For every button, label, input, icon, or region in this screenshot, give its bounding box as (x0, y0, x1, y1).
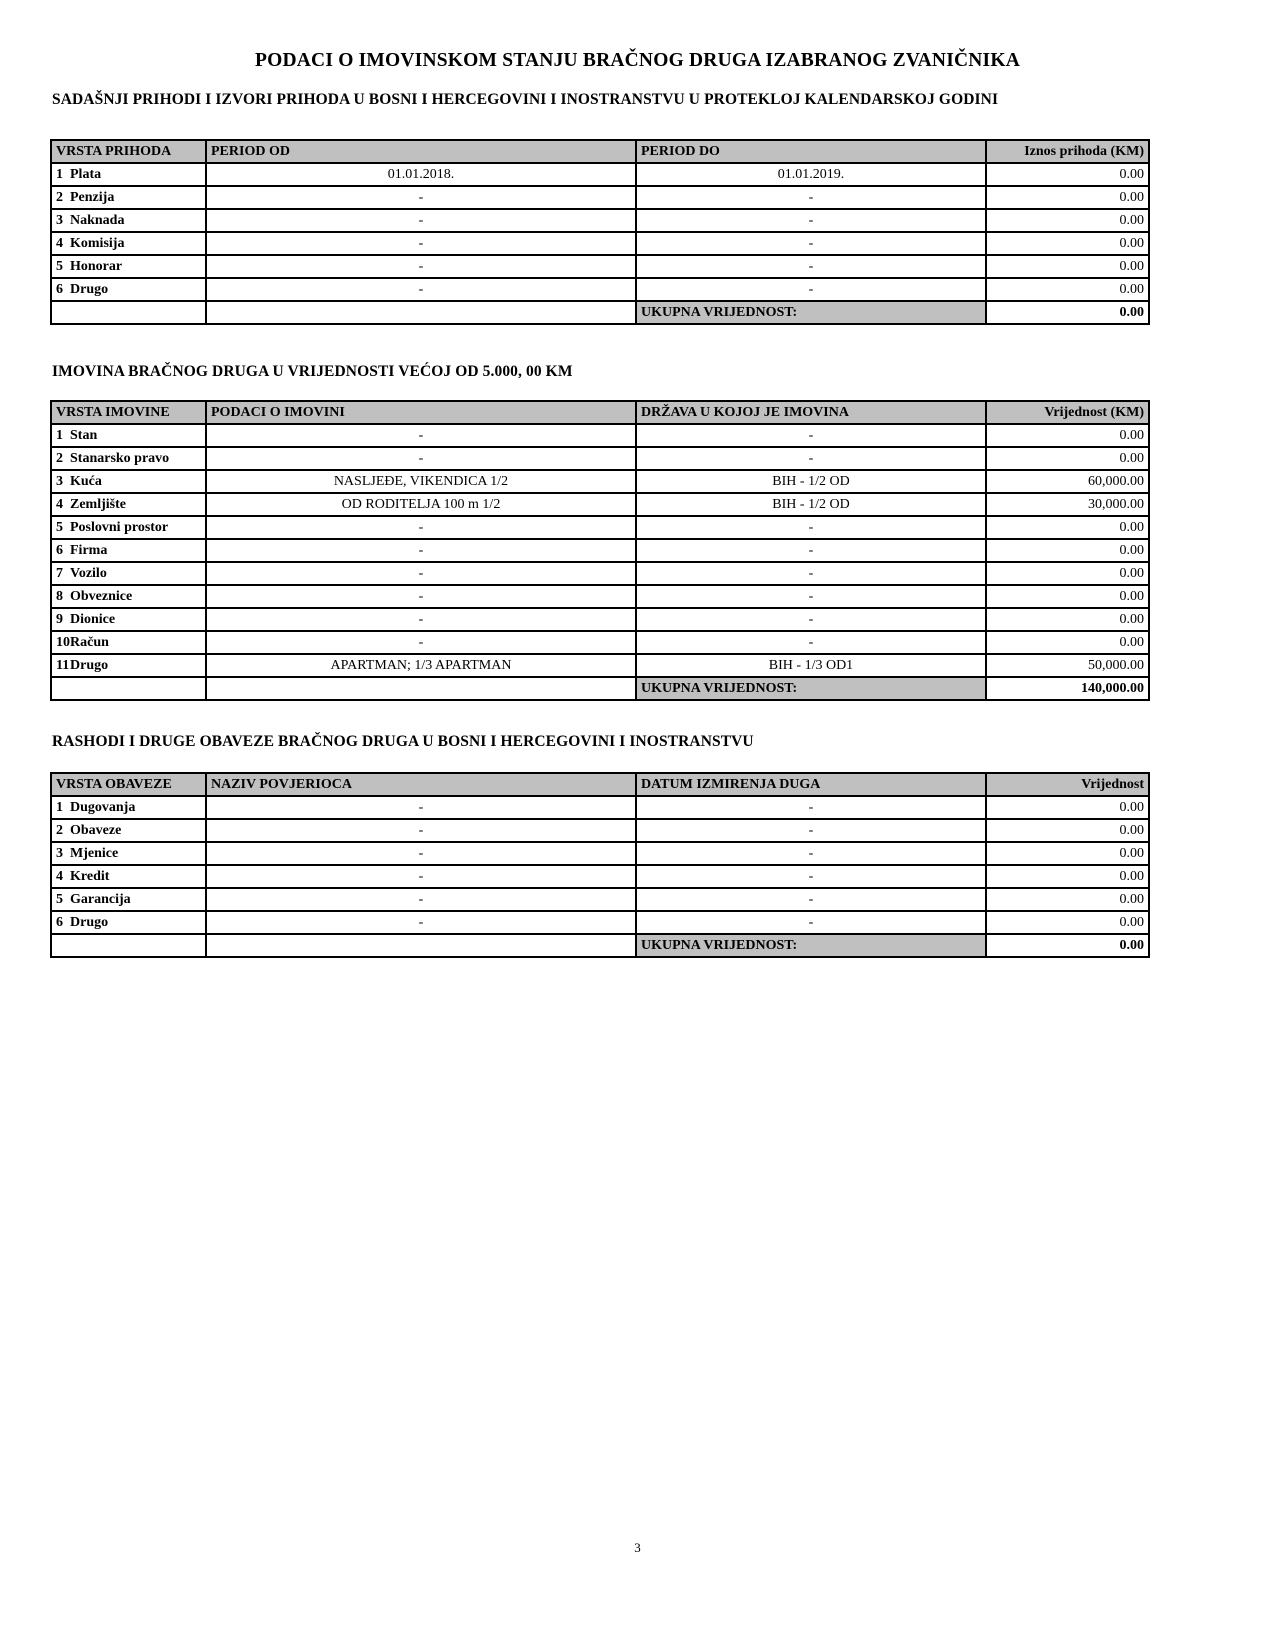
property-total-label: UKUPNA VRIJEDNOST: (636, 677, 986, 700)
income-row-label (51, 163, 206, 186)
section-heading-property: IMOVINA BRAČNOG DRUGA U VRIJEDNOSTI VEĆOJ OD 5.000, 00 KM (52, 363, 573, 380)
row-number: 2 (56, 189, 63, 205)
income-period-to: - (636, 186, 986, 209)
row-number: 3 (56, 473, 63, 489)
property-value: 0.00 (986, 539, 1149, 562)
income-row-label (51, 209, 206, 232)
column-header-income-amount: Iznos prihoda (KM) (986, 140, 1149, 163)
liability-due-date: - (636, 865, 986, 888)
row-number: 4 (56, 868, 63, 884)
spacer-cell (51, 934, 206, 957)
property-country: - (636, 516, 986, 539)
column-header-property-type: VRSTA IMOVINE (51, 401, 206, 424)
liability-value: 0.00 (986, 842, 1149, 865)
property-country: - (636, 631, 986, 654)
spacer-cell (51, 301, 206, 324)
income-table-body (51, 140, 1149, 324)
row-number: 9 (56, 611, 63, 627)
table-row (51, 608, 1149, 631)
property-details: NASLJEĐE, VIKENDICA 1/2 (206, 470, 636, 493)
table-row (51, 493, 1149, 516)
income-period-to: - (636, 255, 986, 278)
property-value: 30,000.00 (986, 493, 1149, 516)
income-table (50, 139, 1150, 325)
liability-creditor: - (206, 796, 636, 819)
income-amount: 0.00 (986, 186, 1149, 209)
property-details: APARTMAN; 1/3 APARTMAN (206, 654, 636, 677)
income-period-from: 01.01.2018. (206, 163, 636, 186)
section-heading-income: SADAŠNJI PRIHODI I IZVORI PRIHODA U BOSNI I HERCEGOVINI I INOSTRANSTVU U PROTEKLOJ KALENDARSKOJ GODINI (52, 91, 999, 108)
row-number: 3 (56, 845, 63, 861)
spacer-cell (51, 677, 206, 700)
income-total-value: 0.00 (986, 301, 1149, 324)
liability-row-label (51, 911, 206, 934)
table-row (51, 842, 1149, 865)
row-number: 5 (56, 519, 63, 535)
liability-row-label (51, 819, 206, 842)
column-header-property-details: PODACI O IMOVINI (206, 401, 636, 424)
row-label: Plata (70, 166, 102, 182)
column-header-property-country: DRŽAVA U KOJOJ JE IMOVINA (636, 401, 986, 424)
property-country: - (636, 562, 986, 585)
property-row-label (51, 516, 206, 539)
income-row-label (51, 278, 206, 301)
spacer-cell (206, 301, 636, 324)
income-period-from: - (206, 278, 636, 301)
liabilities-table-body (51, 773, 1149, 957)
row-label: Firma (70, 542, 108, 558)
row-number: 4 (56, 235, 63, 251)
table-header-row (51, 773, 1149, 796)
table-row (51, 585, 1149, 608)
income-amount: 0.00 (986, 163, 1149, 186)
property-total-value: 140,000.00 (986, 677, 1149, 700)
section-heading-liabilities: RASHODI I DRUGE OBAVEZE BRAČNOG DRUGA U BOSNI I HERCEGOVINI I INOSTRANSTVU (52, 733, 754, 750)
table-header-row (51, 401, 1149, 424)
row-number: 1 (56, 166, 63, 182)
liability-creditor: - (206, 888, 636, 911)
table-header-row (51, 140, 1149, 163)
property-country: BIH - 1/2 OD (636, 493, 986, 516)
row-number: 1 (56, 799, 63, 815)
liability-creditor: - (206, 819, 636, 842)
property-row-label (51, 470, 206, 493)
liability-value: 0.00 (986, 865, 1149, 888)
row-number: 6 (56, 914, 63, 930)
row-label: Drugo (70, 281, 109, 297)
property-details: - (206, 585, 636, 608)
property-country: BIH - 1/2 OD (636, 470, 986, 493)
property-table-body (51, 401, 1149, 700)
table-row (51, 470, 1149, 493)
column-header-property-value: Vrijednost (KM) (986, 401, 1149, 424)
column-header-income-type: VRSTA PRIHODA (51, 140, 206, 163)
property-value: 0.00 (986, 516, 1149, 539)
liabilities-total-value: 0.00 (986, 934, 1149, 957)
table-row (51, 255, 1149, 278)
property-row-label (51, 654, 206, 677)
liability-row-label (51, 796, 206, 819)
property-row-label (51, 539, 206, 562)
property-details: - (206, 447, 636, 470)
property-row-label (51, 585, 206, 608)
property-value: 0.00 (986, 562, 1149, 585)
row-number: 2 (56, 822, 63, 838)
income-period-from: - (206, 232, 636, 255)
spacer-cell (206, 934, 636, 957)
row-number: 10 (56, 634, 70, 650)
income-amount: 0.00 (986, 232, 1149, 255)
property-value: 0.00 (986, 608, 1149, 631)
row-label: Mjenice (70, 845, 119, 861)
row-label: Kuća (70, 473, 102, 489)
property-row-label (51, 447, 206, 470)
row-number: 6 (56, 281, 63, 297)
income-period-to: - (636, 232, 986, 255)
row-label: Komisija (70, 235, 125, 251)
property-country: - (636, 424, 986, 447)
table-row (51, 424, 1149, 447)
total-row (51, 301, 1149, 324)
income-row-label (51, 255, 206, 278)
table-row (51, 232, 1149, 255)
liabilities-total-label: UKUPNA VRIJEDNOST: (636, 934, 986, 957)
property-value: 60,000.00 (986, 470, 1149, 493)
property-details: OD RODITELJA 100 m 1/2 (206, 493, 636, 516)
liability-due-date: - (636, 888, 986, 911)
table-row (51, 796, 1149, 819)
column-header-creditor: NAZIV POVJERIOCA (206, 773, 636, 796)
property-details: - (206, 516, 636, 539)
row-label: Račun (70, 634, 109, 650)
liability-value: 0.00 (986, 888, 1149, 911)
income-row-label (51, 186, 206, 209)
row-label: Stan (70, 427, 98, 443)
table-row (51, 516, 1149, 539)
income-amount: 0.00 (986, 209, 1149, 232)
liability-row-label (51, 888, 206, 911)
table-row (51, 186, 1149, 209)
table-row (51, 819, 1149, 842)
property-country: - (636, 447, 986, 470)
column-header-liability-value: Vrijednost (986, 773, 1149, 796)
income-period-to: - (636, 278, 986, 301)
liability-creditor: - (206, 911, 636, 934)
table-row (51, 654, 1149, 677)
page-number: 3 (634, 1540, 641, 1555)
row-label: Obveznice (70, 588, 133, 604)
row-number: 1 (56, 427, 63, 443)
row-number: 2 (56, 450, 63, 466)
income-period-to: 01.01.2019. (636, 163, 986, 186)
row-number: 6 (56, 542, 63, 558)
table-row (51, 888, 1149, 911)
property-row-label (51, 562, 206, 585)
property-details: - (206, 424, 636, 447)
liability-value: 0.00 (986, 911, 1149, 934)
table-row (51, 911, 1149, 934)
column-header-period-from: PERIOD OD (206, 140, 636, 163)
liability-due-date: - (636, 842, 986, 865)
property-value: 0.00 (986, 424, 1149, 447)
page-title: PODACI O IMOVINSKOM STANJU BRAČNOG DRUGA IZABRANOG ZVANIČNIKA (255, 50, 1020, 71)
liability-due-date: - (636, 819, 986, 842)
liabilities-table (50, 772, 1150, 958)
property-row-label (51, 424, 206, 447)
liability-value: 0.00 (986, 819, 1149, 842)
property-row-label (51, 631, 206, 654)
column-header-period-to: PERIOD DO (636, 140, 986, 163)
table-row (51, 539, 1149, 562)
property-details: - (206, 608, 636, 631)
row-label: Naknada (70, 212, 125, 228)
row-number: 4 (56, 496, 63, 512)
row-label: Drugo (70, 914, 109, 930)
property-row-label (51, 493, 206, 516)
income-period-from: - (206, 255, 636, 278)
column-header-liability-type: VRSTA OBAVEZE (51, 773, 206, 796)
property-details: - (206, 562, 636, 585)
row-label: Vozilo (70, 565, 107, 581)
row-label: Obaveze (70, 822, 122, 838)
liability-row-label (51, 865, 206, 888)
income-period-from: - (206, 209, 636, 232)
property-country: - (636, 585, 986, 608)
property-value: 0.00 (986, 447, 1149, 470)
income-period-from: - (206, 186, 636, 209)
liability-due-date: - (636, 911, 986, 934)
total-row (51, 677, 1149, 700)
income-row-label (51, 232, 206, 255)
row-label: Kredit (70, 868, 110, 884)
row-label: Zemljište (70, 496, 126, 512)
row-number: 8 (56, 588, 63, 604)
liability-creditor: - (206, 842, 636, 865)
income-amount: 0.00 (986, 278, 1149, 301)
row-label: Garancija (70, 891, 131, 907)
property-details: - (206, 539, 636, 562)
row-label: Drugo (70, 657, 109, 673)
row-label: Penzija (70, 189, 115, 205)
table-row (51, 209, 1149, 232)
liability-creditor: - (206, 865, 636, 888)
table-row (51, 631, 1149, 654)
spacer-cell (206, 677, 636, 700)
liability-row-label (51, 842, 206, 865)
table-row (51, 278, 1149, 301)
row-label: Stanarsko pravo (70, 450, 170, 466)
row-label: Dugovanja (70, 799, 136, 815)
row-number: 5 (56, 891, 63, 907)
property-country: - (636, 539, 986, 562)
income-period-to: - (636, 209, 986, 232)
property-details: - (206, 631, 636, 654)
table-row (51, 163, 1149, 186)
row-number: 11 (56, 657, 70, 673)
property-country: BIH - 1/3 OD1 (636, 654, 986, 677)
table-row (51, 562, 1149, 585)
row-number: 5 (56, 258, 63, 274)
property-country: - (636, 608, 986, 631)
row-number: 3 (56, 212, 63, 228)
total-row (51, 934, 1149, 957)
column-header-due-date: DATUM IZMIRENJA DUGA (636, 773, 986, 796)
income-amount: 0.00 (986, 255, 1149, 278)
table-row (51, 865, 1149, 888)
property-value: 0.00 (986, 585, 1149, 608)
row-number: 7 (56, 565, 63, 581)
row-label: Poslovni prostor (70, 519, 169, 535)
property-value: 0.00 (986, 631, 1149, 654)
liability-value: 0.00 (986, 796, 1149, 819)
property-value: 50,000.00 (986, 654, 1149, 677)
property-table (50, 400, 1150, 701)
row-label: Honorar (70, 258, 123, 274)
row-label: Dionice (70, 611, 116, 627)
table-row (51, 447, 1149, 470)
liability-due-date: - (636, 796, 986, 819)
income-total-label: UKUPNA VRIJEDNOST: (636, 301, 986, 324)
property-row-label (51, 608, 206, 631)
